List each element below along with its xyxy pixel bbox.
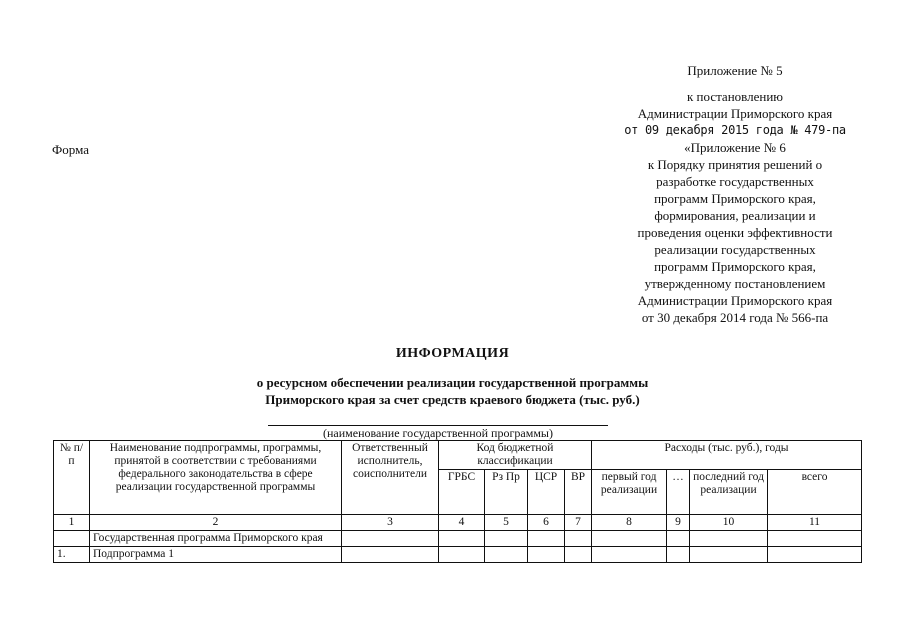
appendix-line: формирования, реализации и xyxy=(654,208,816,223)
column-number: 8 xyxy=(592,515,667,531)
appendix-line: утвержденному постановлением xyxy=(644,276,826,291)
row-name: Подпрограмма 1 xyxy=(90,547,342,563)
column-number: 3 xyxy=(342,515,439,531)
header-vr: ВР xyxy=(565,470,592,515)
program-name-line: (наименование государственной программы) xyxy=(268,425,608,440)
appendix-line: к постановлению xyxy=(686,89,784,104)
row-num xyxy=(54,531,90,547)
resource-table xyxy=(53,440,862,563)
header-total: всего xyxy=(768,470,862,515)
header-executor: Ответственный исполнитель, соисполнители xyxy=(342,441,439,515)
document-subtitle xyxy=(0,374,905,408)
appendix-line: разработке государственных xyxy=(656,174,814,189)
header-num: № п/п xyxy=(54,441,90,515)
header-last-year: последний год реализации xyxy=(690,470,768,515)
appendix-line: программ Приморского края, xyxy=(654,259,816,274)
header-grbs: ГРБС xyxy=(439,470,485,515)
header-csr: ЦСР xyxy=(528,470,565,515)
appendix-block xyxy=(600,62,870,326)
appendix-number: Приложение № 5 xyxy=(687,63,783,78)
column-number: 10 xyxy=(690,515,768,531)
header-expenses: Расходы (тыс. руб.), годы xyxy=(592,441,862,470)
column-number: 11 xyxy=(768,515,862,531)
appendix-line: реализации государственных xyxy=(654,242,816,257)
column-number: 7 xyxy=(565,515,592,531)
appendix-line: программ Приморского края, xyxy=(654,191,816,206)
column-number: 2 xyxy=(90,515,342,531)
column-number: 4 xyxy=(439,515,485,531)
header-first-year: первый год реализации xyxy=(592,470,667,515)
table-row xyxy=(54,547,862,563)
appendix-line: «Приложение № 6 xyxy=(684,140,786,155)
subtitle-line: о ресурсном обеспечении реализации государственной программы xyxy=(256,375,649,390)
appendix-line: Администрации Приморского края xyxy=(637,293,833,308)
resolution-stamp: от 09 декабря 2015 года № 479-па xyxy=(624,123,846,137)
column-number: 5 xyxy=(485,515,528,531)
row-name: Государственная программа Приморского края xyxy=(90,531,342,547)
header-row xyxy=(54,441,862,470)
header-rzpr: Рз Пр xyxy=(485,470,528,515)
appendix-line: к Порядку принятия решений о xyxy=(647,157,823,172)
appendix-line: от 30 декабря 2014 года № 566-па xyxy=(641,310,829,325)
subtitle-line: Приморского края за счет средств краевого бюджета (тыс. руб.) xyxy=(265,392,640,407)
header-dots: … xyxy=(667,470,690,515)
appendix-line: Администрации Приморского края xyxy=(637,106,833,121)
row-num: 1. xyxy=(54,547,90,563)
column-number: 9 xyxy=(667,515,690,531)
table-row xyxy=(54,531,862,547)
column-number: 1 xyxy=(54,515,90,531)
header-budget-code: Код бюджетной классификации xyxy=(439,441,592,470)
form-label: Форма xyxy=(52,142,89,157)
column-number: 6 xyxy=(528,515,565,531)
appendix-line: проведения оценки эффективности xyxy=(637,225,833,240)
column-number-row xyxy=(54,515,862,531)
document-title: ИНФОРМАЦИЯ xyxy=(395,346,510,361)
header-name: Наименование подпрограммы, программы, принятой в соответствии с требованиями федерального законодательства в сфере реализации государственной программы xyxy=(90,441,342,515)
